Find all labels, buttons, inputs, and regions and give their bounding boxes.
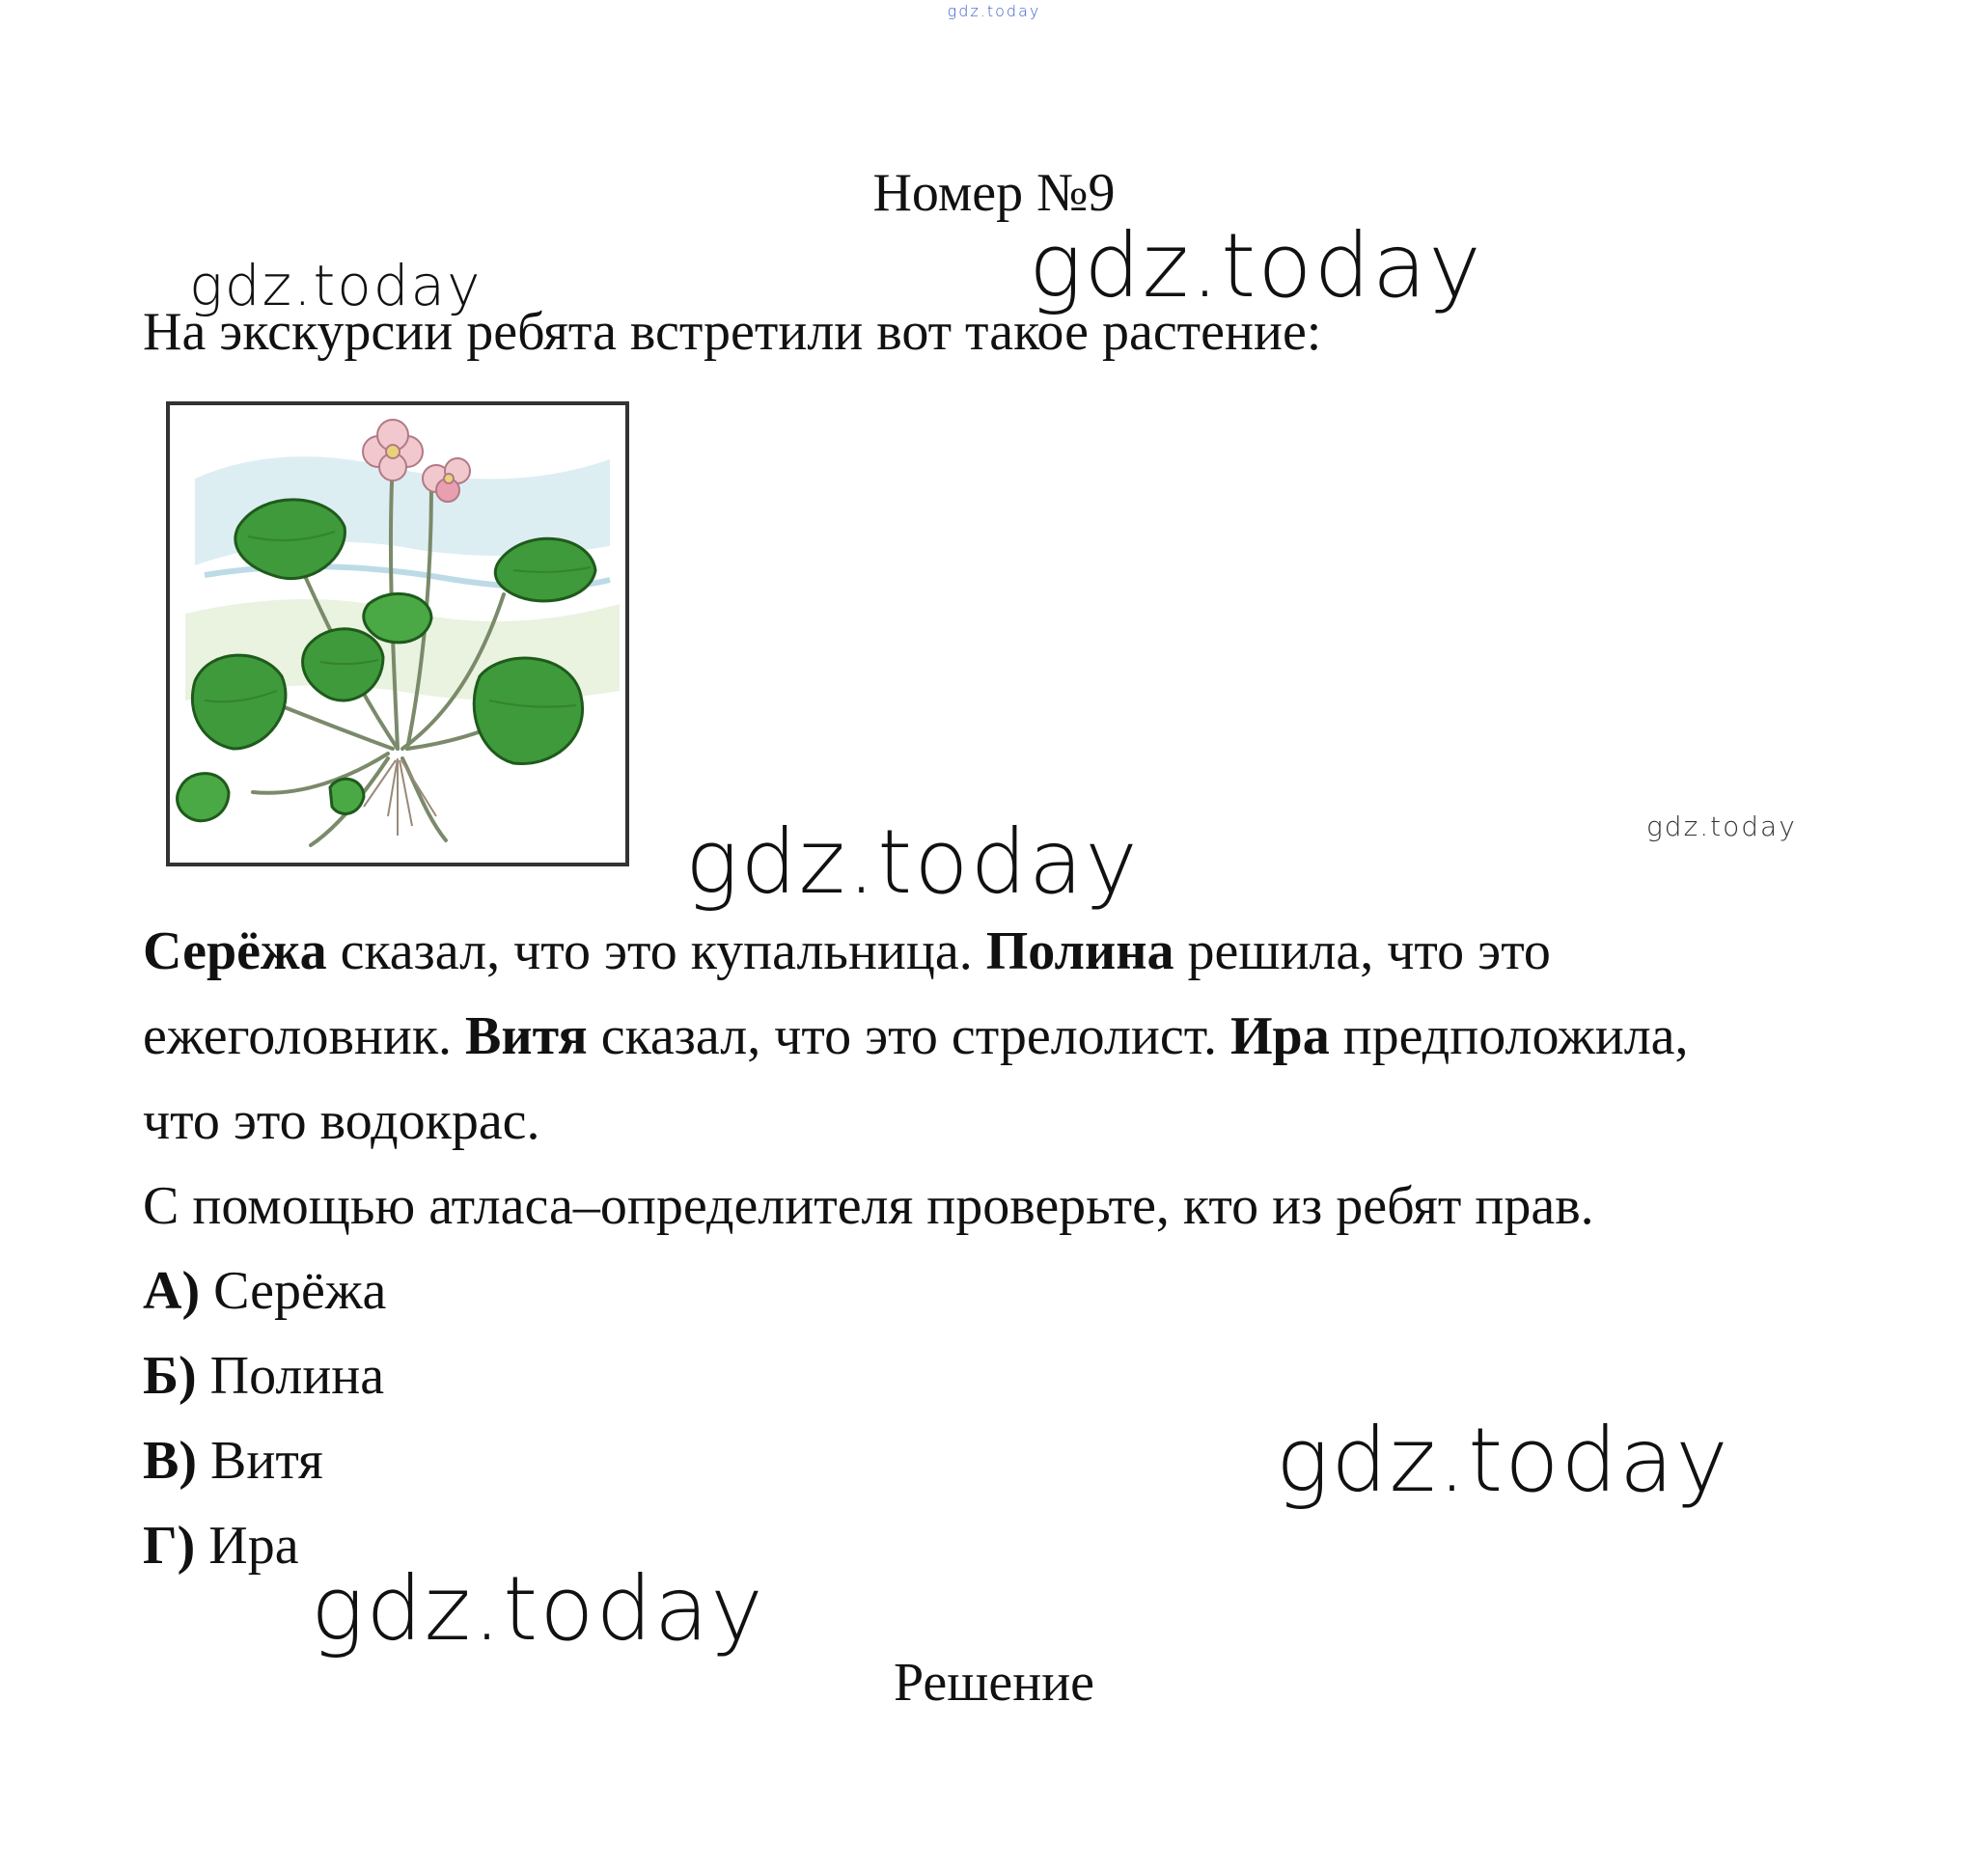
- question-text: С помощью атласа–определителя проверьте, кто из ребят прав.: [143, 1176, 1594, 1236]
- option-text: Витя: [197, 1431, 323, 1491]
- answer-option-a: [143, 1249, 386, 1333]
- answer-option-d: [143, 1503, 299, 1588]
- option-letter: Г): [143, 1516, 196, 1576]
- watermark-large-3: gdz.today: [1276, 1409, 1730, 1512]
- option-letter: А): [143, 1261, 201, 1321]
- paragraph-line-3: что это водокрас.: [143, 1091, 540, 1151]
- name-vitya: Витя: [465, 1006, 588, 1066]
- paragraph-line-1: [143, 909, 1551, 994]
- paragraph-text: решила, что это: [1173, 921, 1551, 981]
- name-ira: Ира: [1229, 1006, 1330, 1066]
- answer-option-b: [143, 1333, 384, 1418]
- watermark-top: gdz.today: [947, 2, 1041, 20]
- paragraph-text: сказал, что это купальница.: [326, 921, 986, 981]
- option-text: Серёжа: [200, 1261, 387, 1321]
- watermark-large-4: gdz.today: [311, 1557, 765, 1661]
- option-letter: Б): [143, 1346, 197, 1406]
- paragraph-line-2: [143, 994, 1689, 1079]
- answer-option-c: [143, 1418, 323, 1503]
- plant-illustration: [166, 401, 629, 866]
- watermark-small: gdz.today: [1646, 810, 1797, 842]
- watermark-large-2: gdz.today: [685, 810, 1140, 914]
- option-text: Ира: [195, 1516, 299, 1576]
- paragraph-text: ежеголовник.: [143, 1006, 466, 1066]
- paragraph-text: сказал, что это стрелолист.: [587, 1006, 1230, 1066]
- paragraph-text: предположила,: [1329, 1006, 1689, 1066]
- watermark-large-1: gdz.today: [1029, 214, 1483, 317]
- option-text: Полина: [196, 1346, 385, 1406]
- intro-text: На экскурсии ребята встретили вот такое растение:: [143, 302, 1322, 362]
- page-title: Номер №9: [872, 163, 1116, 223]
- watermark-medium: gdz.today: [189, 253, 483, 318]
- name-seryozha: Серёжа: [143, 921, 327, 981]
- name-polina: Полина: [985, 921, 1174, 981]
- solution-label: Решение: [893, 1653, 1095, 1713]
- plant-drawing: [166, 401, 629, 866]
- option-letter: В): [143, 1431, 197, 1491]
